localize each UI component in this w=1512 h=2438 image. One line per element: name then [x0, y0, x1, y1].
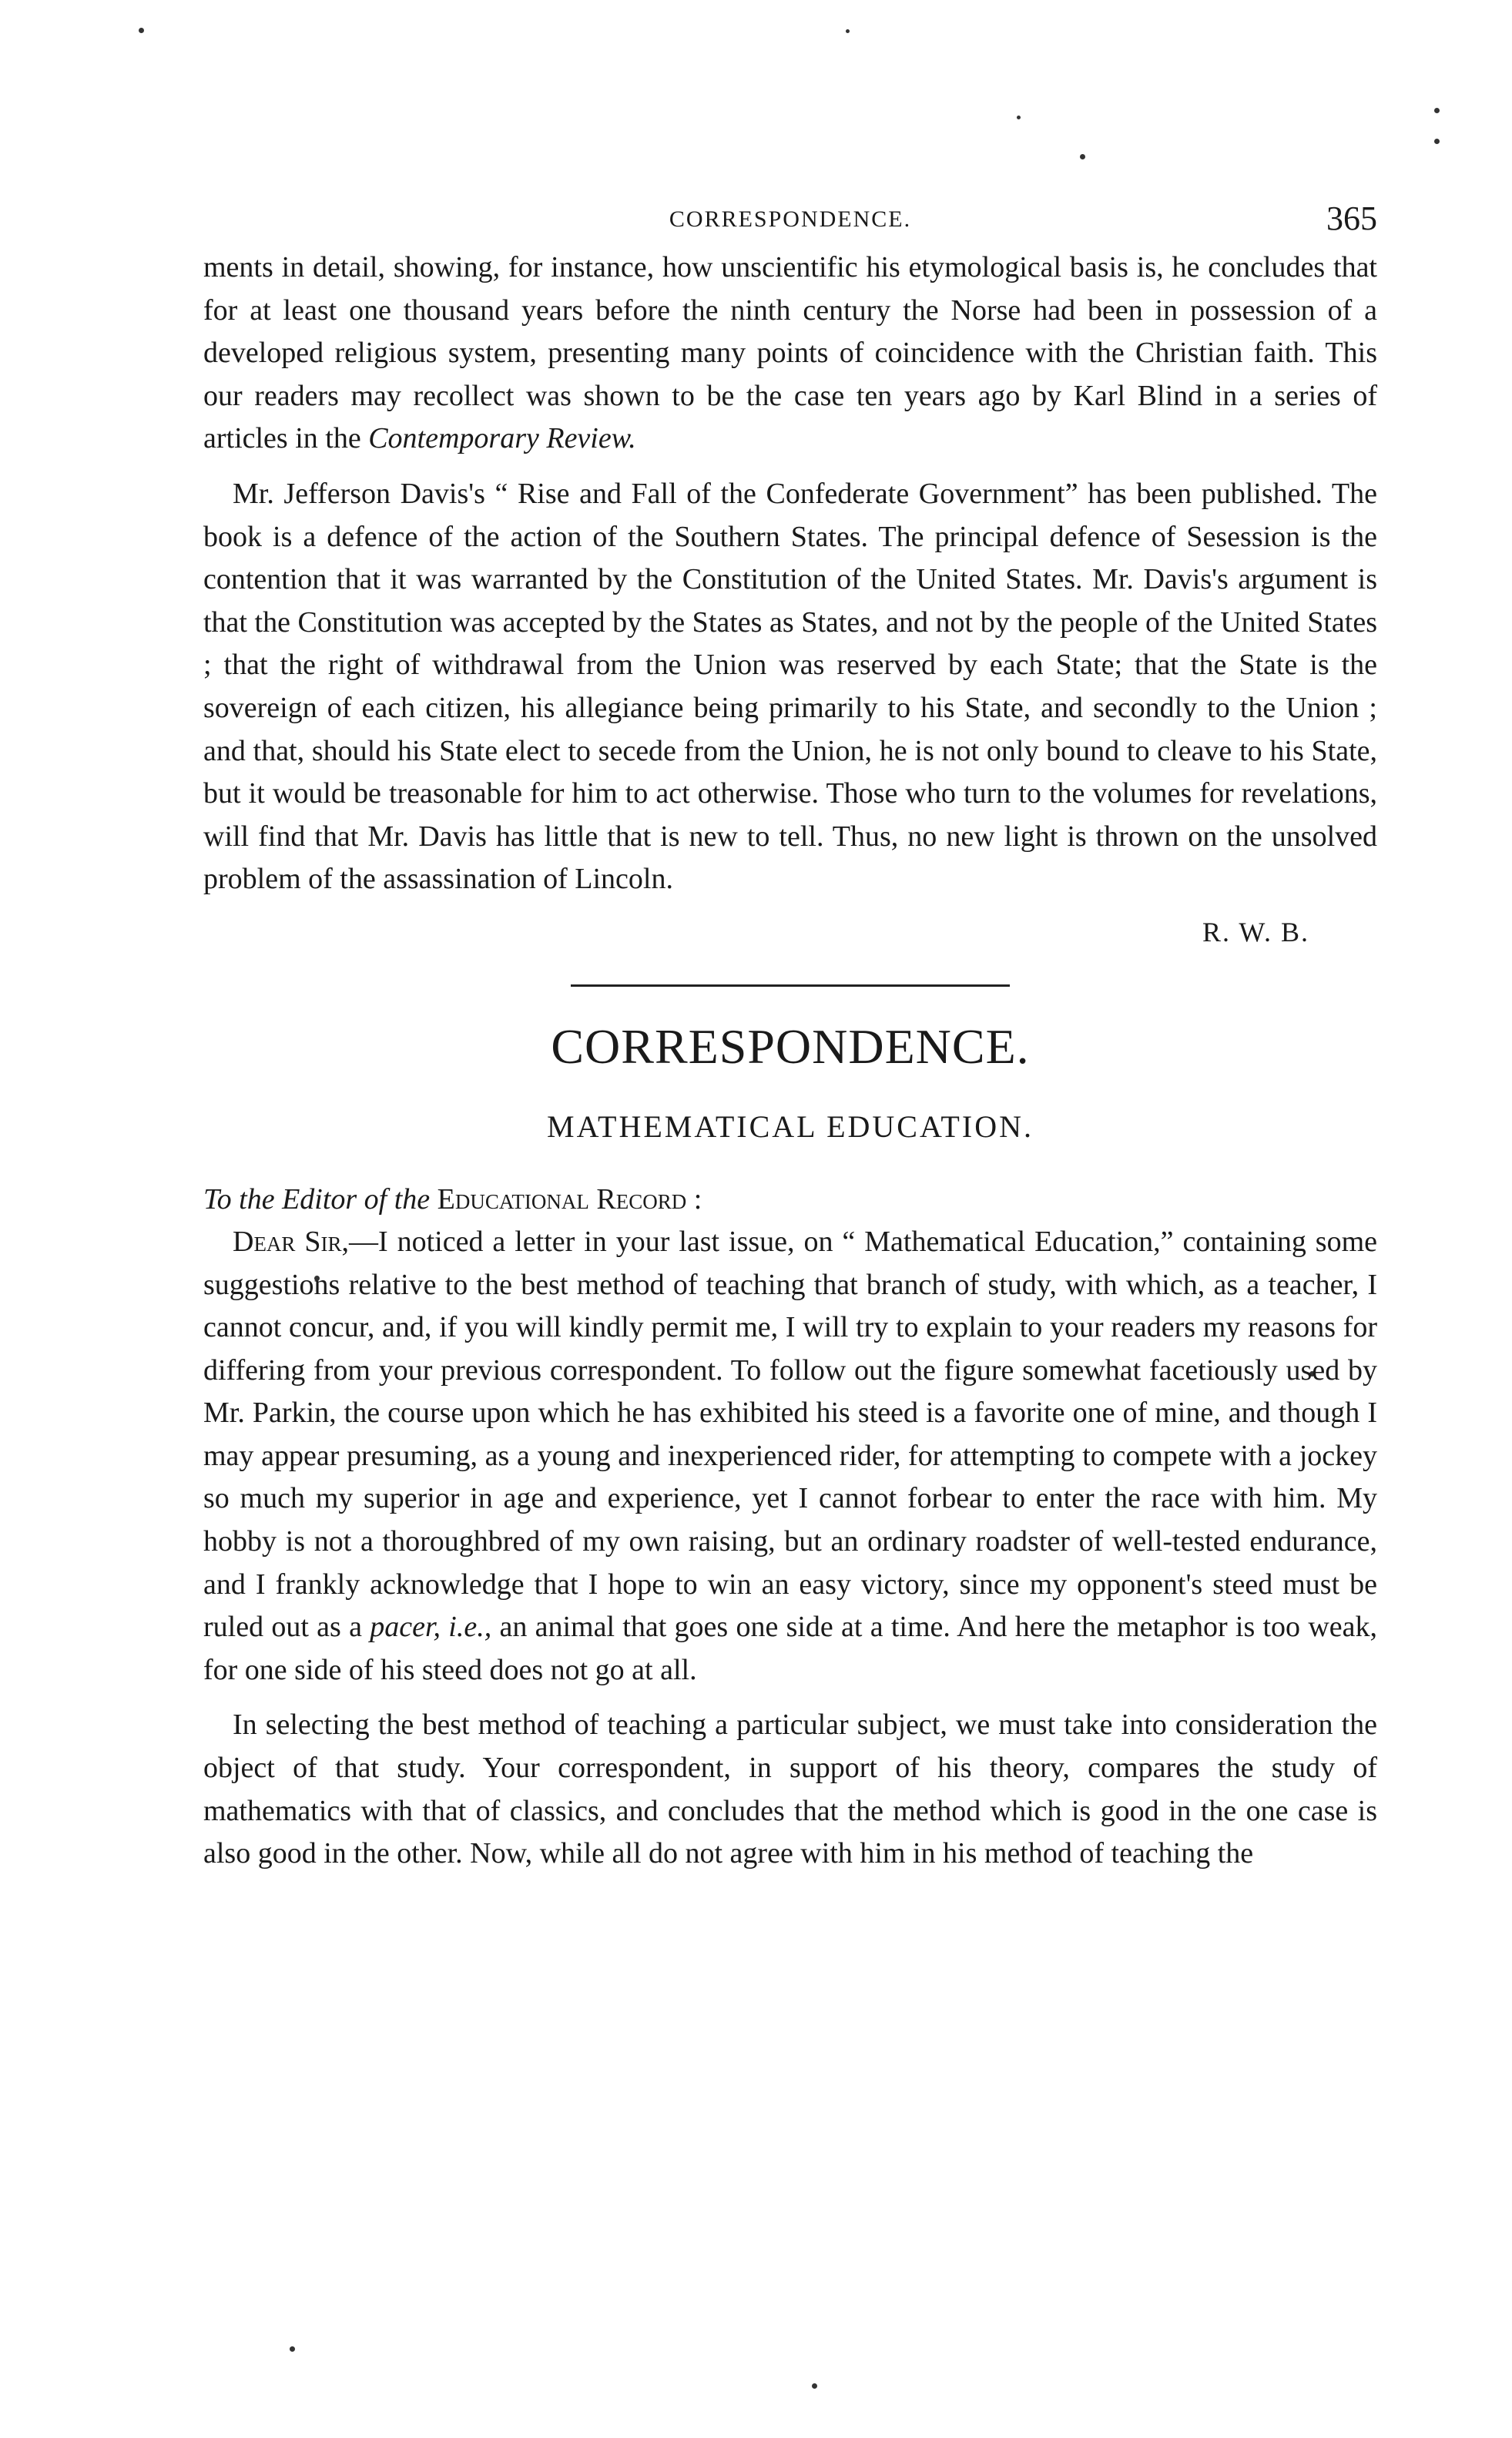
letter-paragraph: [203, 1221, 1377, 1692]
letter-text: —I noticed a letter in your last issue, on “ Mathematical Education,” containing some suggestions relative to the best method of teaching that branch of study, with which, as a teacher, I cannot concur, and, if you will kindly permit me, I will try to explain to your readers my reasons for differing from your previous correspondent. To follow out the figure somewhat facetiously used by Mr. Parkin, the course upon which he has exhibited his steed is a favorite one of mine, and though I may appear presuming, as a young and inexperienced rider, for attempting to compete with a jockey so much my superior in age and experience, yet I cannot forbear to enter the race with him. My hobby is not a thoroughbred of my own raising, but an ordinary roadster of well-tested endurance, and I frankly acknowledge that I hope to win an easy victory, since my opponent's steed must be ruled out as a: [203, 1225, 1378, 1644]
page-number: 365: [1326, 200, 1377, 237]
letter-paragraph: In selecting the best method of teaching a particular subject, we must take into consideration the object of that study. Your correspondent, in support of his theory, compares the study of mathematics with that of classics, and concludes that the method which is good in the one case is also good in the other. Now, while all do not agree with him in his method of teaching the: [203, 1709, 1377, 1870]
letter-opening: Dear Sir,: [233, 1225, 350, 1258]
letter-text: an animal that goes one side at a time. And here the metaphor is too weak, for one side of his steed does not go at all.: [203, 1611, 1377, 1686]
running-title: CORRESPONDENCE.: [669, 206, 912, 232]
print-speck: [290, 2346, 295, 2352]
section-divider: [571, 984, 1010, 987]
running-head: [203, 193, 1377, 246]
salutation-suffix: :: [686, 1182, 702, 1216]
print-speck: [812, 2383, 817, 2389]
salutation-target: Educational Record: [437, 1182, 687, 1216]
review-text: ments in detail, showing, for instance, how unscientific his etymological basis is, he concludes that for at least one thousand years before the ninth century the Norse had been in possession of a developed religious system, presenting many points of coincidence with the Christian faith. This our readers may recollect was shown to be the case ten years ago by Karl Blind in a series of articles in the: [203, 251, 1377, 455]
print-speck: [1080, 154, 1085, 159]
article-title: MATHEMATICAL EDUCATION.: [547, 1108, 1034, 1144]
print-speck: [1434, 108, 1440, 113]
review-paragraph: Mr. Jefferson Davis's “ Rise and Fall of the Confederate Government” has been published. The book is a defence of the action of the Southern States. The principal defence of Sesession is the contention that it was warranted by the Constitution of the United States. Mr. Davis's argument is that the Constitution was accepted by the States as States, and not by the people of the United States ; that the right of withdrawal from the Union was reserved by each State; that the State is the sovereign of each citizen, his allegiance being primarily to his State, and secondly to the Union ; and that, should his State elect to secede from the Union, he is not only bound to cleave to his State, but it would be treasonable for him to act otherwise. Those who turn to the volumes for revelations, will find that Mr. Davis has little that is new to tell. Thus, no new light is thrown on the unsolved problem of the assassination of Lincoln.: [203, 477, 1377, 896]
print-speck: [139, 28, 144, 33]
print-speck: [1017, 116, 1021, 119]
print-speck: [1434, 139, 1440, 144]
book-page: [203, 193, 1377, 1876]
print-speck: [846, 29, 850, 33]
section-title: CORRESPONDENCE.: [551, 1018, 1030, 1074]
journal-title: Contemporary Review.: [368, 422, 636, 455]
salutation-prefix: To the Editor of the: [203, 1182, 431, 1216]
review-signature: R. W. B.: [1202, 916, 1309, 947]
salutation: [203, 1178, 1377, 1221]
pacer-term: pacer, i.e.,: [370, 1611, 492, 1644]
review-paragraph: [203, 246, 1377, 461]
